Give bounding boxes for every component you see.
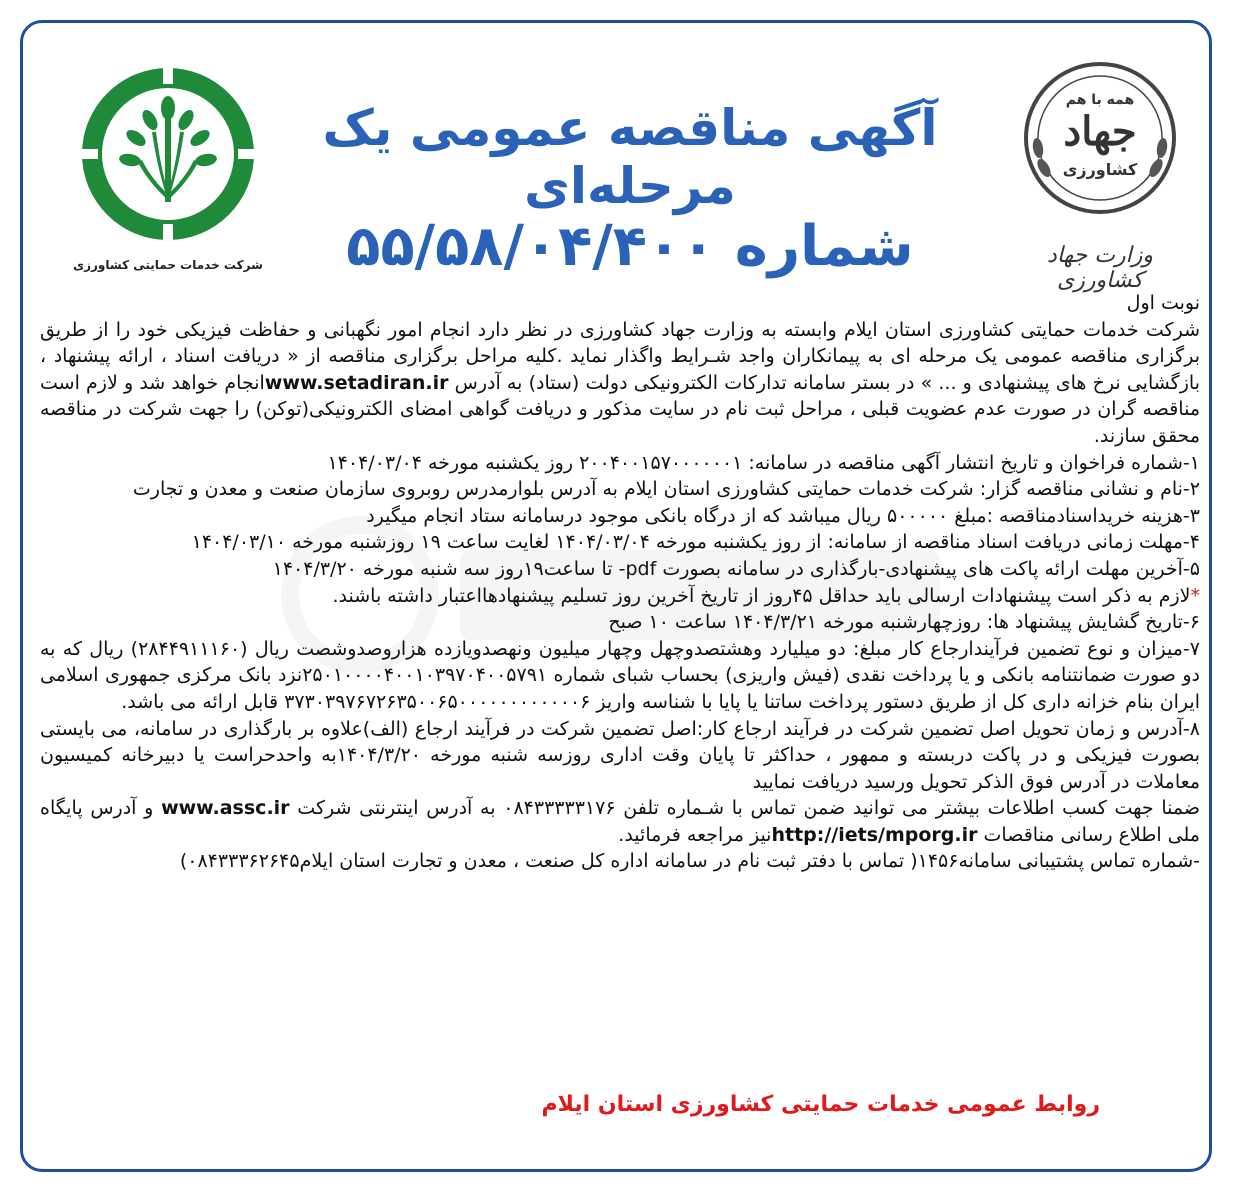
support-line: -شماره تماس پشتیبانی سامانه۱۴۵۶( تماس با دفتر ثبت نام در سامانه اداره کل صنعت ، معدن و تجارت استان ایلام۰۸۴۳۳۳۶۲۶۴۵) bbox=[179, 850, 1200, 873]
ministry-logo bbox=[1010, 48, 1190, 293]
title-line-1: آگهی مناقصه عمومی یک مرحله‌ای bbox=[322, 99, 938, 215]
round-label: نوبت اول bbox=[1126, 292, 1200, 314]
company-logo-caption: شرکت خدمات حمایتی کشاورزی bbox=[73, 258, 263, 272]
validity-note-text: لازم به ذکر است پیشنهادات ارسالی باید حداقل ۴۵روز از تاریخ آخرین روز تسلیم پیشنهادهااعتبار داشته باشند. bbox=[332, 584, 1191, 607]
ministry-logo-sub: کشاورزی bbox=[1062, 160, 1138, 179]
ministry-logo-top: همه با هم bbox=[1065, 92, 1135, 108]
setadiran-link[interactable]: www.setadiran.ir bbox=[264, 371, 449, 394]
iets-link[interactable]: http://iets/mporg.ir bbox=[771, 823, 978, 846]
footer-signature: روابط عمومی خدمات حمایتی کشاورزی استان ایلام bbox=[541, 1092, 1100, 1117]
contact-text-2: و آدرس پایگاه ملی اطلاع رسانی مناقصات bbox=[40, 797, 1200, 846]
item-1: ۱-شماره فراخوان و تاریخ انتشار آگهی مناقصه در سامانه: ۲۰۰۴۰۰۱۵۷۰۰۰۰۰۰۱ روز یکشنبه مورخه ۱۴۰۴/۰۳/۰۴ bbox=[327, 451, 1200, 474]
contact-text-1: ضمنا جهت کسب اطلاعات بیشتر می توانید ضمن تماس با شـماره تلفن ۰۸۴۳۳۳۳۳۱۷۶ به آدرس اینترنتی شرکت bbox=[297, 797, 1200, 820]
tender-number: شماره ۵۵/۵۸/۰۴/۴۰۰ bbox=[346, 214, 914, 279]
item-3: ۳-هزینه خریداسنادمناقصه :مبلغ ۵۰۰۰۰۰ ریال میباشد که از درگاه بانکی موجود درسامانه ستاد انجام میگیرد bbox=[366, 504, 1200, 527]
ministry-caption: وزارت جهاد کشاورزی bbox=[1047, 243, 1153, 293]
item-4: ۴-مهلت زمانی دریافت اسناد مناقصه از سامانه: از روز یکشنبه مورخه ۱۴۰۴/۰۳/۰۴ لغایت ساعت ۱۹ روزشنبه مورخه ۱۴۰۴/۰۳/۱۰ bbox=[191, 531, 1200, 554]
wheat-emblem-icon bbox=[68, 62, 268, 272]
item-6: ۶-تاریخ گشایش پیشنهاد ها: روزچهارشنبه مورخه ۱۴۰۴/۳/۲۱ ساعت ۱۰ صبح bbox=[608, 611, 1200, 634]
header bbox=[0, 0, 1238, 293]
intro-text-2: انجام خواهد شد و لازم است مناقصه گران در صورت عدم عضویت قبلی ، مراحل ثبت نام در سایت مذکور و دریافت گواهی امضای الکترونیکی(توکن) را جهت شرکت در مناقصه محقق سازند. bbox=[40, 371, 1200, 447]
item-5: ۵-آخرین مهلت ارائه پاکت های پیشنهادی-بارگذاری در سامانه بصورت pdf- تا ساعت۱۹روز سه شنبه مورخه ۱۴۰۴/۳/۲۰ bbox=[272, 557, 1200, 580]
ad-body bbox=[40, 290, 1200, 875]
assc-link[interactable]: www.assc.ir bbox=[161, 797, 290, 820]
validity-note bbox=[40, 583, 1200, 610]
item-2: ۲-نام و نشانی مناقصه گزار: شرکت خدمات حمایتی کشاورزی استان ایلام به آدرس بلوارمدرس روبروی سازمان صنعت و معدن و تجارت bbox=[132, 478, 1200, 501]
page-title bbox=[270, 100, 990, 279]
intro-text-1: شرکت خدمات حمایتی کشاورزی استان ایلام وابسته به وزارت جهاد کشاورزی در نظر دارد انجام امور نگهبانی و حفاظت فیزیکی خود را از طریق برگزاری مناقصه عمومی یک مرحله ای به پیمانکاران واجد شـرایط واگذار نماید .کلیه مراحل برگزاری مناقصه از « دریافت اسناد ، ارائه پیشنهاد ، بازگشایی نرخ های پیشنهادی و ... » در بستر سامانه تدارکات الکترونیکی دولت (ستاد) به آدرس bbox=[40, 318, 1200, 394]
company-logo bbox=[68, 62, 268, 272]
item-7: ۷-میزان و نوع تضمین فرآیندارجاع کار مبلغ: دو میلیارد وهشتصدوچهل وچهار میلیون ونهصدویازده هزاروصدوشصت ریال (۲۸۴۴۹۱۱۱۶۰) ریال که به دو صورت ضمانتنامه بانکی و یا پرداخت نقدی (فیش واریزی) بحساب شبای شماره ۲۵۰۱۰۰۰۰۴۰۰۱۰۳۹۷۰۴۰۰۵۷۹۱نزد بانک مرکزی جمهوری اسلامی ایران بنام خزانه داری کل از طریق دستور پرداخت ساتنا یا پایا با شناسه واریز ۳۷۳۰۳۹۷۶۷۲۶۳۵۰۰۶۵۰۰۰۰۰۰۰۰۰۰۰۰۶ قابل ارائه می باشد. bbox=[40, 637, 1201, 713]
intro-paragraph bbox=[40, 317, 1200, 450]
item-8: ۸-آدرس و زمان تحویل اصل تضمین شرکت در فرآیند ارجاع کار:اصل تضمین شرکت در فرآیند ارجاع (الف)علاوه بر بارگذاری در سامانه، می بایستی بصورت فیزیکی و در پاکت دربسته و ممهور ، حداکثر تا پایان وقت اداری روزسه شنبه مورخه ۱۴۰۴/۳/۲۰به واحدحراست یا دبیرخانه کمیسیون معاملات در آدرس فوق الذکر تحویل ورسید دریافت نمایید bbox=[40, 717, 1201, 793]
ministry-logo-main: جهاد bbox=[1063, 108, 1137, 155]
star-mark: * bbox=[1190, 584, 1200, 607]
contact-paragraph bbox=[40, 795, 1200, 848]
contact-text-3: نیز مراجعه فرمائید. bbox=[618, 823, 772, 846]
